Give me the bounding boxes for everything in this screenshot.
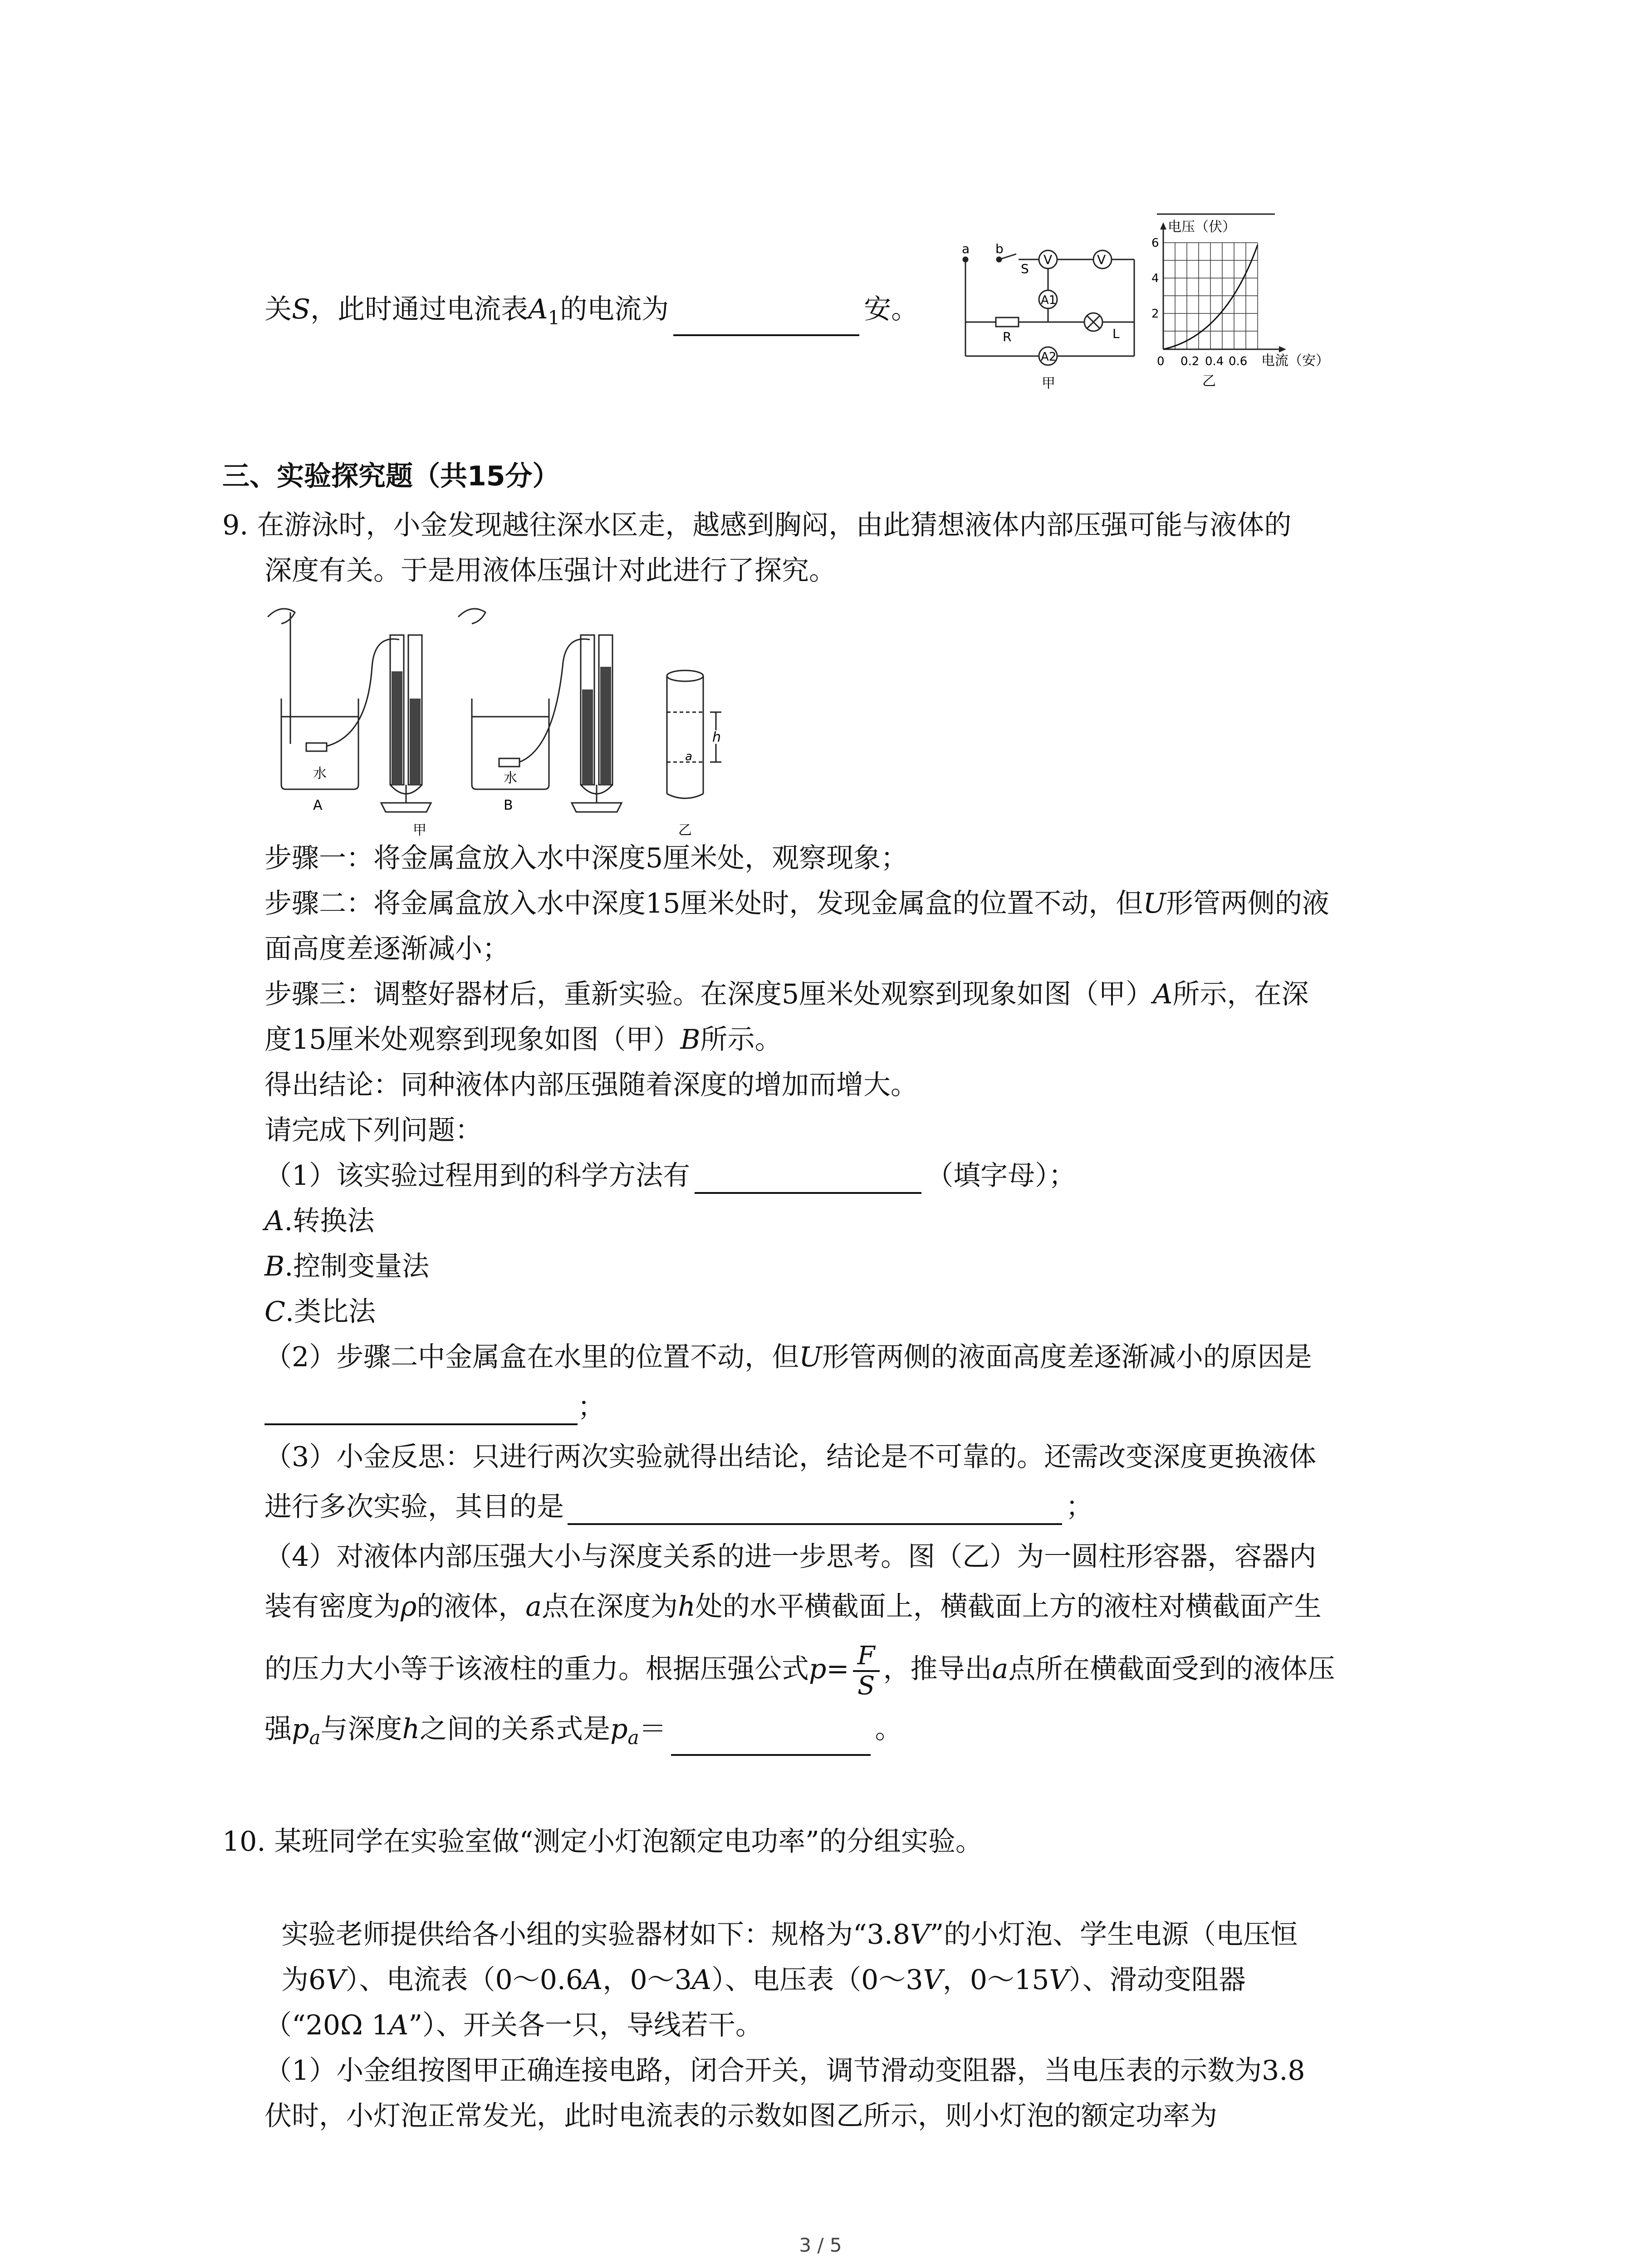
ytick-label: 6 [1151, 236, 1159, 250]
graph-xlabel: 电流（安） [1261, 353, 1329, 369]
voltmeter-label: V [1043, 252, 1053, 267]
q9-part1-answer-blank[interactable] [695, 1162, 921, 1194]
q9-part2 [265, 1339, 1312, 1375]
q8-text: 的电流为 [560, 293, 669, 325]
q9-intro-line2: 深度有关。于是用液体压强计对此进行了探究。 [265, 555, 836, 587]
pressure-formula-fraction [853, 1642, 880, 1700]
circuit-caption: 甲 [1042, 376, 1055, 391]
q8-tail-line [265, 291, 918, 336]
q8-sub: 1 [548, 307, 560, 329]
q10-text: ”的小灯泡、学生电源（电压恒 [930, 1919, 1298, 1950]
q9-text: 之间的关系式是 [420, 1713, 611, 1745]
q10-text: ”）、开关各一只，导线若干。 [408, 2009, 763, 2041]
q10-unit: A [583, 1964, 603, 1996]
q10-number: 10. [222, 1826, 266, 1857]
water-label: 水 [313, 766, 327, 782]
q9-text: 所示。 [700, 1024, 782, 1056]
lamp-label: L [1112, 326, 1120, 341]
q9-var: B [680, 1024, 700, 1056]
fraction-numerator: F [853, 1642, 880, 1672]
q9-sub: a [627, 1726, 639, 1749]
point-a-label: a [685, 750, 692, 763]
option-text: .控制变量法 [284, 1251, 430, 1282]
q9-part1 [265, 1158, 1076, 1194]
q9-part3-answer-blank[interactable] [568, 1493, 1062, 1525]
switch-label: S [1021, 261, 1029, 276]
q10-materials-line1 [281, 1916, 1298, 1953]
q9-var: p [809, 1653, 827, 1685]
q9-text: 度15厘米处观察到现象如图（甲） [265, 1024, 681, 1056]
q9-text: 点所在横截面受到的液体压 [1008, 1653, 1335, 1685]
beaker-b-label: B [504, 797, 513, 813]
q9-text: ； [1066, 1491, 1093, 1523]
q8-var-s: S [292, 293, 311, 325]
q9-text: 点在深度为 [542, 1591, 678, 1623]
xtick-label: 0.4 [1205, 355, 1224, 368]
q9-step1: 步骤一：将金属盒放入水中深度5厘米处，观察现象； [265, 842, 908, 874]
q9-text: （填字母）； [926, 1160, 1076, 1192]
q10-text: ）、滑动变阻器 [1068, 1964, 1246, 1996]
node-b-label: b [995, 241, 1004, 256]
q9-text: 形管两侧的液面高度差逐渐减小的原因是 [822, 1341, 1312, 1373]
option-letter: A [265, 1205, 284, 1237]
q9-part2-answer-blank[interactable] [265, 1393, 578, 1425]
q10-unit: V [326, 1964, 346, 1996]
q8-var-a: A [528, 293, 548, 325]
option-letter: B [265, 1251, 285, 1282]
xtick-label: 0.6 [1229, 355, 1248, 368]
option-letter: C [265, 1296, 285, 1328]
q9-var: U [799, 1341, 822, 1373]
q9-var: h [402, 1713, 420, 1745]
q8-text: ，此时通过电流表 [310, 293, 529, 325]
q9-text: 所示，在深 [1172, 978, 1309, 1010]
q10-unit: V [1049, 1964, 1069, 1996]
q9-var: a [525, 1591, 542, 1623]
depth-h-label: h [712, 729, 721, 745]
q9-text: 与深度 [320, 1713, 402, 1745]
q9-var: A [1153, 978, 1173, 1010]
q9-text: ； [578, 1391, 605, 1423]
q9-text: 装有密度为 [265, 1591, 401, 1623]
ammeter2-label: A2 [1041, 350, 1057, 364]
fraction-denominator: S [857, 1671, 875, 1701]
q9-text: （1）该实验过程用到的科学方法有 [265, 1160, 691, 1192]
q9-var: p [610, 1713, 628, 1745]
q10-step1-line2: 伏时，小灯泡正常发光，此时电流表的示数如图乙所示，则小灯泡的额定功率为 [265, 2100, 1217, 2132]
option-text: .类比法 [285, 1296, 376, 1328]
q9-text: 进行多次实验，其目的是 [265, 1491, 564, 1523]
q9-part4-line4 [265, 1711, 902, 1756]
q9-text: 的液体， [416, 1591, 526, 1623]
q9-text: 强 [265, 1713, 292, 1745]
q9-part4-line1: （4）对液体内部压强大小与深度关系的进一步思考。图（乙）为一圆柱形容器，容器内 [265, 1541, 1317, 1573]
q9-part3-line1: （3）小金反思：只进行两次实验就得出结论，结论是不可靠的。还需改变深度更换液体 [265, 1441, 1317, 1473]
q10-text: 某班同学在实验室做“测定小灯泡额定电功率”的分组实验。 [274, 1826, 983, 1857]
q9-text: （2）步骤二中金属盒在水里的位置不动，但 [265, 1341, 799, 1373]
q10-text: 为6 [281, 1964, 326, 1996]
q9-text: ＝ [639, 1713, 666, 1745]
q9-part4-answer-blank[interactable] [671, 1724, 871, 1756]
q9-text: 的压力大小等于该液柱的重力。根据压强公式 [265, 1653, 809, 1685]
q9-option-c [265, 1294, 376, 1330]
figure-yi-caption: 乙 [678, 822, 692, 838]
q9-text: 。 [875, 1713, 902, 1745]
q10-unit: V [910, 1919, 930, 1950]
q10-unit: A [691, 1964, 712, 1996]
q9-option-a [265, 1203, 374, 1239]
q10-text: ，0～15 [942, 1964, 1049, 1996]
q9-part3-line2 [265, 1489, 1093, 1525]
q10-intro [222, 1823, 983, 1860]
water-label: 水 [504, 770, 517, 786]
q10-text: ）、电压表（0～3 [711, 1964, 923, 1996]
voltage-current-graph [1148, 209, 1402, 399]
option-text: .转换法 [284, 1205, 375, 1237]
q8-text: 安。 [864, 293, 919, 325]
node-a-label: a [962, 241, 970, 256]
q9-part4-line2 [265, 1589, 1322, 1625]
q9-text: 形管两侧的液 [1166, 888, 1329, 919]
q9-step3-line1 [265, 976, 1309, 1012]
q8-text: 关 [265, 293, 292, 325]
q9-text: = [826, 1653, 849, 1685]
q9-var: p [292, 1713, 309, 1745]
figure-jia-caption: 甲 [413, 822, 426, 838]
q9-part2-answer-line [265, 1389, 605, 1425]
voltmeter-label-2: V [1097, 252, 1106, 267]
xtick-label: 0 [1157, 355, 1165, 368]
q9-text: 步骤三：调整好器材后，重新实验。在深度5厘米处观察到现象如图（甲） [265, 978, 1153, 1010]
q9-text: 步骤二：将金属盒放入水中深度15厘米处时，发现金属盒的位置不动，但 [265, 888, 1143, 919]
pressure-experiment-figure [263, 599, 762, 853]
q9-var: h [678, 1591, 696, 1623]
q9-var: ρ [401, 1591, 417, 1623]
q9-step2-line1 [265, 885, 1329, 922]
q10-unit: V [923, 1964, 943, 1996]
beaker-a-label: A [313, 797, 323, 813]
q10-materials-line2 [281, 1962, 1246, 1998]
ammeter1-label: A1 [1041, 293, 1057, 307]
resistor-label: R [1003, 329, 1012, 344]
circuit-diagram [953, 236, 1148, 399]
q10-materials-line3 [265, 2007, 763, 2043]
q9-conclusion: 得出结论：同种液体内部压强随着深度的增加而增大。 [265, 1069, 918, 1101]
q9-prompt: 请完成下列问题： [265, 1114, 482, 1146]
ytick-label: 2 [1151, 307, 1159, 321]
page-number: 3 / 5 [799, 2234, 842, 2256]
q9-text: 处的水平横截面上，横截面上方的液柱对横截面产生 [695, 1591, 1322, 1623]
xtick-label: 0.2 [1181, 355, 1200, 368]
q8-answer-blank[interactable] [673, 304, 859, 336]
q9-step2-line2: 面高度差逐渐减小； [265, 933, 509, 965]
q9-part4-line3 [265, 1642, 1335, 1700]
q9-intro: 在游泳时，小金发现越往深水区走，越感到胸闷，由此猜想液体内部压强可能与液体的 [257, 509, 1292, 541]
section-heading: 三、实验探究题（共15分） [222, 460, 560, 492]
graph-ylabel: 电压（伏） [1168, 219, 1236, 235]
q10-unit: A [389, 2009, 409, 2041]
q9-var: U [1143, 888, 1166, 919]
graph-caption: 乙 [1202, 373, 1216, 389]
q9-text: ，推导出 [883, 1653, 992, 1685]
q9-sub: a [309, 1726, 321, 1749]
q10-text: ，0～3 [603, 1964, 692, 1996]
q9-step3-line2 [265, 1022, 782, 1058]
ytick-label: 4 [1151, 272, 1159, 285]
q10-text: ）、电流表（0～0.6 [345, 1964, 583, 1996]
q9-option-b [265, 1248, 429, 1285]
q10-step1-line1: （1）小金组按图甲正确连接电路，闭合开关，调节滑动变阻器，当电压表的示数为3.8 [265, 2055, 1305, 2087]
q9-number: 9. [222, 509, 249, 541]
q9-intro-line1 [222, 507, 1291, 543]
q9-var: a [992, 1653, 1009, 1685]
q10-text: 实验老师提供给各小组的实验器材如下：规格为“3.8 [281, 1919, 911, 1950]
q10-text: （“20Ω 1 [265, 2009, 389, 2041]
